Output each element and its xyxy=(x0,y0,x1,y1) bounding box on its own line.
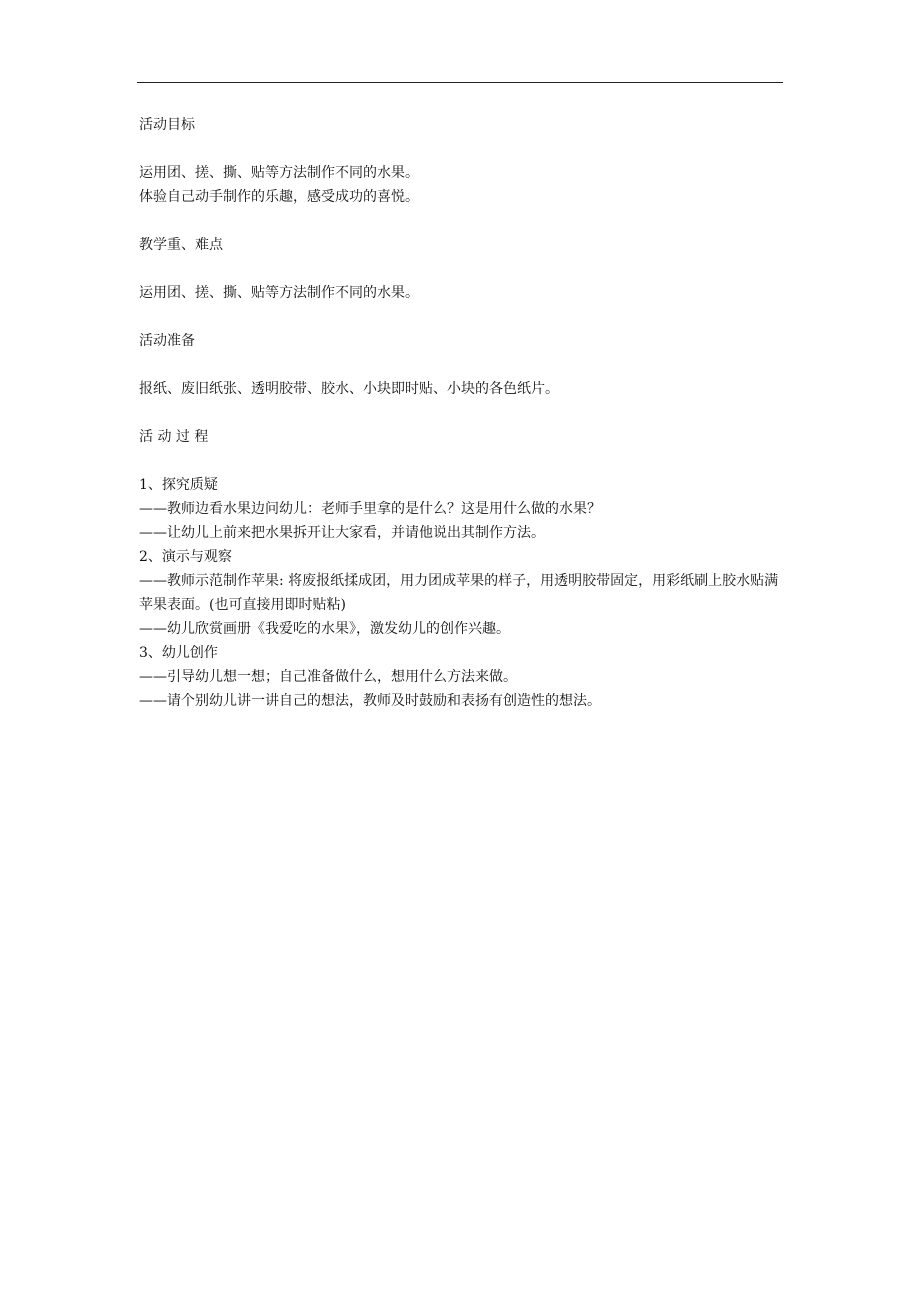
goal-item: 运用团、搓、撕、贴等方法制作不同的水果。 xyxy=(139,165,419,181)
preparation-item: 报纸、废旧纸张、透明胶带、胶水、小块即时贴、小块的各色纸片。 xyxy=(139,381,559,397)
spacer xyxy=(139,449,784,473)
step-title: 1、探究质疑 xyxy=(139,477,218,493)
step-detail: ——让幼儿上前来把水果拆开让大家看，并请他说出其制作方法。 xyxy=(139,525,545,541)
step-detail: ——教师边看水果边问幼儿：老师手里拿的是什么？这是用什么做的水果？ xyxy=(139,501,601,517)
process-heading: 活 动 过 程 xyxy=(139,429,209,445)
step-detail: ——请个别幼儿讲一讲自己的想法，教师及时鼓励和表扬有创造性的想法。 xyxy=(139,693,601,709)
spacer xyxy=(139,401,784,425)
step-title: 2、演示与观察 xyxy=(139,549,232,565)
key-points-heading: 教学重、难点 xyxy=(139,237,223,253)
spacer xyxy=(139,353,784,377)
spacer xyxy=(139,305,784,329)
key-point-item: 运用团、搓、撕、贴等方法制作不同的水果。 xyxy=(139,285,419,301)
preparation-heading: 活动准备 xyxy=(139,333,195,349)
step-detail: ——引导幼儿想一想；自己准备做什么，想用什么方法来做。 xyxy=(139,669,517,685)
document-body xyxy=(139,113,784,713)
step-detail: ——幼儿欣赏画册《我爱吃的水果》，激发幼儿的创作兴趣。 xyxy=(139,621,510,637)
step-title: 3、幼儿创作 xyxy=(139,645,218,661)
spacer xyxy=(139,257,784,281)
header-rule xyxy=(137,82,783,83)
spacer xyxy=(139,137,784,161)
step-detail: ——教师示范制作苹果: 将废报纸揉成团，用力团成苹果的样子，用透明胶带固定，用彩纸刷上胶水贴满苹果表面。(也可直接用即时贴粘) xyxy=(139,573,779,613)
spacer xyxy=(139,209,784,233)
goal-heading: 活动目标 xyxy=(139,117,195,133)
goal-item: 体验自己动手制作的乐趣，感受成功的喜悦。 xyxy=(139,189,419,205)
